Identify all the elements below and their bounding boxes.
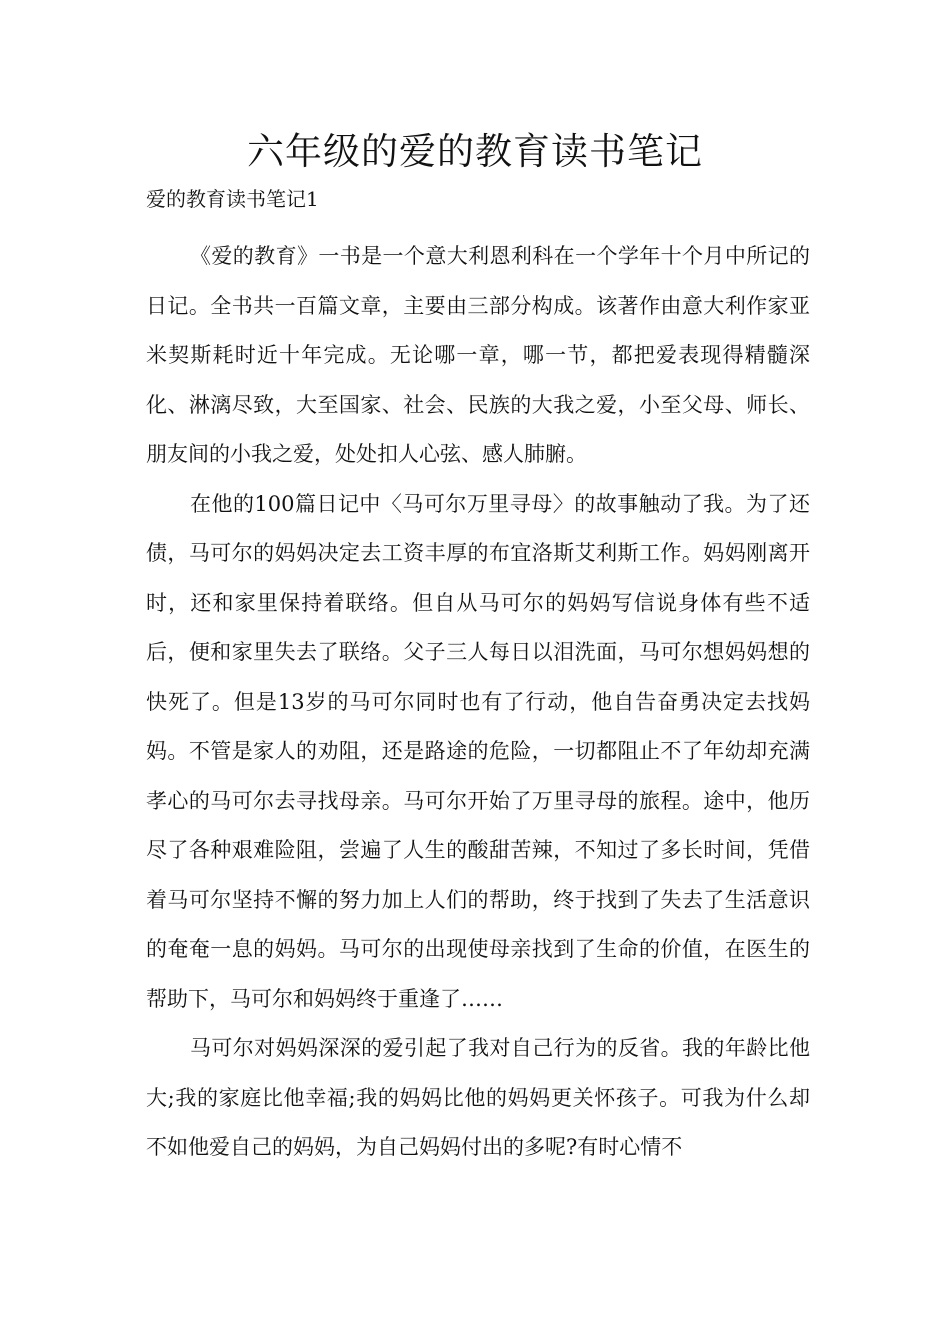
body-text [146,232,810,1173]
section-heading: 爱的教育读书笔记1 [146,187,319,211]
document-title: 六年级的爱的教育读书笔记 [247,130,703,173]
paragraph-reflection: 马可尔对妈妈深深的爱引起了我对自己行为的反省。我的年龄比他大;我的家庭比他幸福;我的妈妈比他的妈妈更关怀孩子。可我为什么却不如他爱自己的妈妈，为自己妈妈付出的多呢?有时心情不 [146,1036,810,1159]
paragraph-intro: 《爱的教育》一书是一个意大利恩利科在一个学年十个月中所记的日记。全书共一百篇文章，主要由三部分构成。该著作由意大利作家亚米契斯耗时近十年完成。无论哪一章，哪一节，都把爱表现得精髓深化、淋漓尽致，大至国家、社会、民族的大我之爱，小至父母、师长、朋友间的小我之爱，处处扣人心弦、感人肺腑。 [146,244,810,466]
paragraph-story: 在他的100篇日记中〈马可尔万里寻母〉的故事触动了我。为了还债，马可尔的妈妈决定去工资丰厚的布宜洛斯艾利斯工作。妈妈刚离开时，还和家里保持着联络。但自从马可尔的妈妈写信说身体有些不适后，便和家里失去了联络。父子三人每日以泪洗面，马可尔想妈妈想的快死了。但是13岁的马可尔同时也有了行动，他自告奋勇决定去找妈妈。不管是家人的劝阻，还是路途的危险，一切都阻止不了年幼却充满孝心的马可尔去寻找母亲。马可尔开始了万里寻母的旅程。途中，他历尽了各种艰难险阻，尝遍了人生的酸甜苦辣，不知过了多长时间，凭借着马可尔坚持不懈的努力加上人们的帮助，终于找到了失去了生活意识的奄奄一息的妈妈。马可尔的出现使母亲找到了生命的价值，在医生的帮助下，马可尔和妈妈终于重逢了…… [146,491,810,1011]
